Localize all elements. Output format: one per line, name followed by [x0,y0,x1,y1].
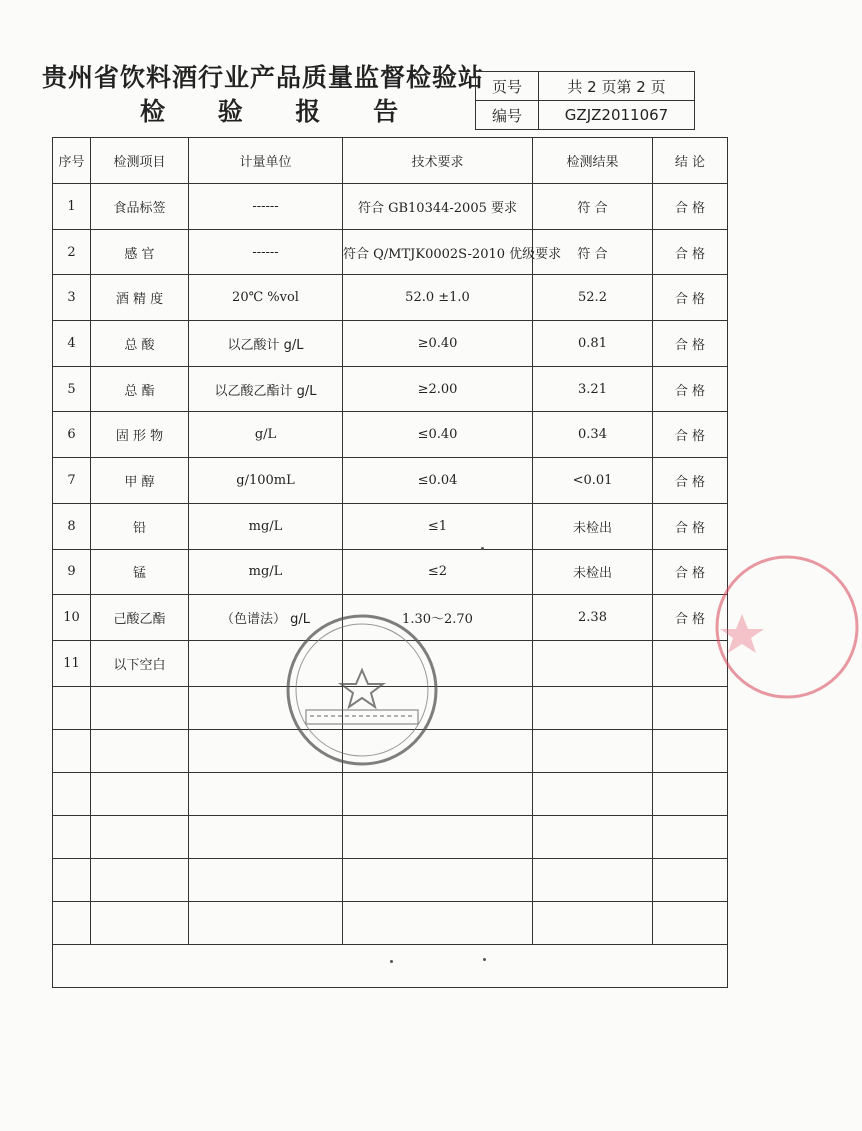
cell-no: 6 [53,412,91,458]
cell-unit: mg/L [189,503,343,549]
cell-item: 总 酸 [91,321,189,367]
cell-item: 锰 [91,549,189,595]
table-row-empty [53,686,728,729]
cell-no: 2 [53,229,91,275]
cell-item: 铅 [91,503,189,549]
table-footer-row [53,944,728,987]
cell-no: 11 [53,640,91,686]
report-org-title: 贵州省饮料酒行业产品质量监督检验站 [42,63,485,92]
cell-no: 5 [53,366,91,412]
cell-no: 8 [53,503,91,549]
table-row [53,412,728,458]
cell-requirement: 1.30～2.70 [343,595,533,641]
cell-conclusion: 合 格 [653,184,728,230]
col-header-result: 检测结果 [533,138,653,184]
cell-result: 未检出 [533,549,653,595]
cell-item: 酒 精 度 [91,275,189,321]
table-row [53,229,728,275]
table-row [53,366,728,412]
table-row [53,549,728,595]
cell-requirement: 符合 GB10344-2005 要求 [343,184,533,230]
table-row [53,458,728,504]
cell-requirement: ≤0.04 [343,458,533,504]
cell-conclusion: 合 格 [653,595,728,641]
cell-item: 感 官 [91,229,189,275]
cell-requirement: ≤2 [343,549,533,595]
cell-requirement: ≤1 [343,503,533,549]
cell-result: 符 合 [533,229,653,275]
cell-unit: 以乙酸计 g/L [189,321,343,367]
cell-requirement [343,640,533,686]
cell-conclusion: 合 格 [653,412,728,458]
col-header-unit: 计量单位 [189,138,343,184]
cell-item: 固 形 物 [91,412,189,458]
cell-item: 己酸乙酯 [91,595,189,641]
company-seal-stamp [712,552,862,702]
scan-speck [390,960,393,963]
table-row-empty [53,901,728,944]
page-value: 共 2 页第 2 页 [539,72,695,101]
cell-result: <0.01 [533,458,653,504]
table-row-empty [53,815,728,858]
cell-result: 符 合 [533,184,653,230]
code-label: 编号 [476,101,539,130]
cell-unit: 20℃ %vol [189,275,343,321]
cell-unit: g/L [189,412,343,458]
table-row [53,321,728,367]
col-header-conclusion: 结 论 [653,138,728,184]
cell-result [533,640,653,686]
cell-conclusion: 合 格 [653,321,728,367]
scan-speck [481,547,484,550]
table-row [53,275,728,321]
cell-unit [189,640,343,686]
cell-unit: 以乙酸乙酯计 g/L [189,366,343,412]
col-header-item: 检测项目 [91,138,189,184]
cell-conclusion [653,640,728,686]
cell-requirement: ≥0.40 [343,321,533,367]
cell-result: 52.2 [533,275,653,321]
cell-item: 食品标签 [91,184,189,230]
inspection-table [52,137,728,988]
cell-result: 0.81 [533,321,653,367]
cell-unit: ------ [189,184,343,230]
cell-result: 2.38 [533,595,653,641]
cell-conclusion: 合 格 [653,275,728,321]
cell-result: 未检出 [533,503,653,549]
cell-unit: ------ [189,229,343,275]
cell-item: 总 酯 [91,366,189,412]
table-header-row [53,138,728,184]
cell-conclusion: 合 格 [653,503,728,549]
cell-requirement: ≥2.00 [343,366,533,412]
cell-item: 甲 醇 [91,458,189,504]
report-title: 检 验 报 告 [140,97,421,126]
cell-item: 以下空白 [91,640,189,686]
table-row-empty [53,729,728,772]
scan-speck [483,958,486,961]
table-row [53,595,728,641]
cell-no: 4 [53,321,91,367]
cell-conclusion: 合 格 [653,366,728,412]
cell-requirement: 符合 Q/MTJK0002S-2010 优级要求 [343,229,533,275]
table-row [53,640,728,686]
cell-no: 10 [53,595,91,641]
table-row [53,503,728,549]
col-header-no: 序号 [53,138,91,184]
table-row-empty [53,858,728,901]
cell-no: 7 [53,458,91,504]
cell-requirement: 52.0 ±1.0 [343,275,533,321]
cell-no: 1 [53,184,91,230]
cell-conclusion: 合 格 [653,458,728,504]
cell-conclusion: 合 格 [653,229,728,275]
cell-no: 9 [53,549,91,595]
cell-unit: mg/L [189,549,343,595]
table-row [53,184,728,230]
col-header-requirement: 技术要求 [343,138,533,184]
cell-unit: g/100mL [189,458,343,504]
page-info-box [475,71,695,130]
code-value: GZJZ2011067 [539,101,695,130]
page-label: 页号 [476,72,539,101]
cell-result: 3.21 [533,366,653,412]
table-row-empty [53,772,728,815]
cell-result: 0.34 [533,412,653,458]
cell-unit: （色谱法） g/L [189,595,343,641]
cell-requirement: ≤0.40 [343,412,533,458]
cell-no: 3 [53,275,91,321]
cell-conclusion: 合 格 [653,549,728,595]
